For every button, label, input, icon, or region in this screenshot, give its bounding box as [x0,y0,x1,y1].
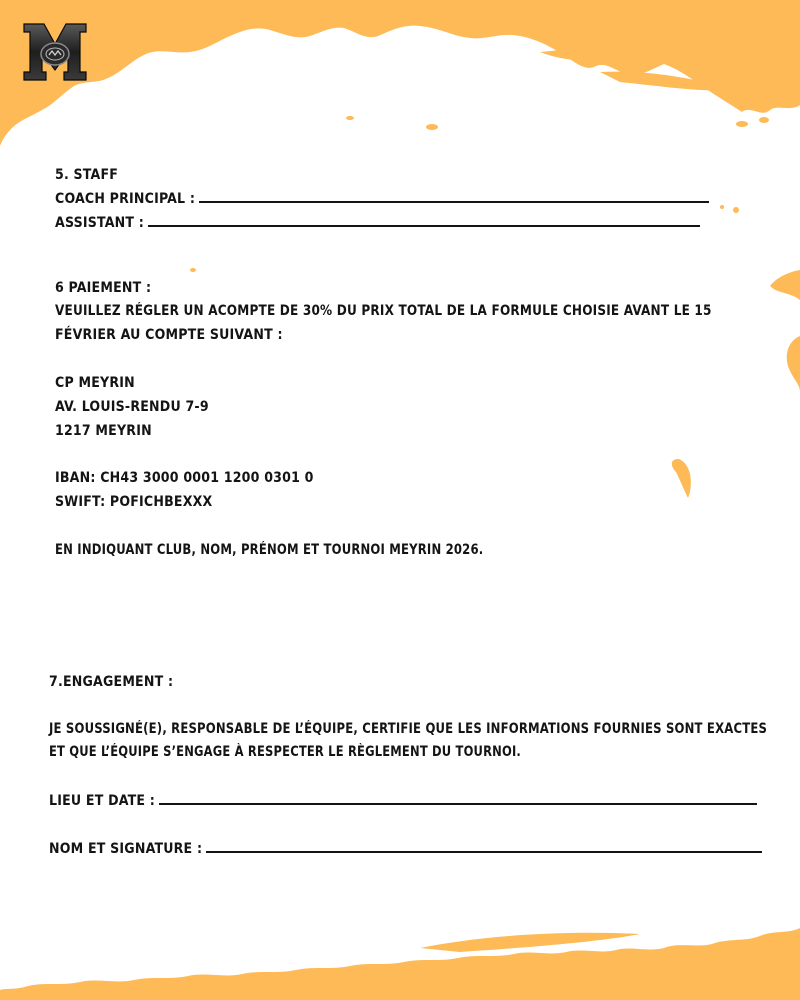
signature-field-row [49,840,762,858]
meyrin-m-emblem-icon [22,22,88,82]
assistant-field-row [55,214,700,232]
place-date-input-line[interactable] [159,803,757,805]
engagement-statement-line-1: JE SOUSSIGNÉ(E), RESPONSABLE DE L’ÉQUIPE, CERTIFIE QUE LES INFORMATIONS FOURNIES SONT EXACTES [49,721,768,737]
signature-input-line[interactable] [206,851,762,853]
payment-instructions-line-1: VEUILLEZ RÉGLER UN ACOMPTE DE 30% DU PRIX TOTAL DE LA FORMULE CHOISIE AVANT LE 15 [55,303,712,319]
engagement-statement-line-2: ET QUE L’ÉQUIPE S’ENGAGE À RESPECTER LE RÈGLEMENT DU TOURNOI. [49,744,521,760]
bank-city: 1217 MEYRIN [55,423,152,439]
bank-name: CP MEYRIN [55,375,135,391]
swift: SWIFT: POFICHBEXXX [55,494,213,510]
signature-label: NOM ET SIGNATURE : [49,841,203,857]
place-date-label: LIEU ET DATE : [49,793,156,809]
payment-heading: 6 PAIEMENT : [55,280,152,296]
coach-label: COACH PRINCIPAL : [55,191,196,207]
coach-input-line[interactable] [199,201,709,203]
club-logo [22,22,88,82]
place-date-field-row [49,792,757,810]
coach-field-row [55,190,709,208]
engagement-heading: 7.ENGAGEMENT : [49,674,174,690]
assistant-input-line[interactable] [148,225,700,227]
assistant-label: ASSISTANT : [55,215,145,231]
iban: IBAN: CH43 3000 0001 1200 0301 0 [55,470,314,486]
payment-reference-note: EN INDIQUANT CLUB, NOM, PRÉNOM ET TOURNOI MEYRIN 2026. [55,542,484,558]
staff-heading: 5. STAFF [55,167,119,183]
bank-street: AV. LOUIS-RENDU 7-9 [55,399,209,415]
payment-instructions-line-2: FÉVRIER AU COMPTE SUIVANT : [55,327,283,343]
